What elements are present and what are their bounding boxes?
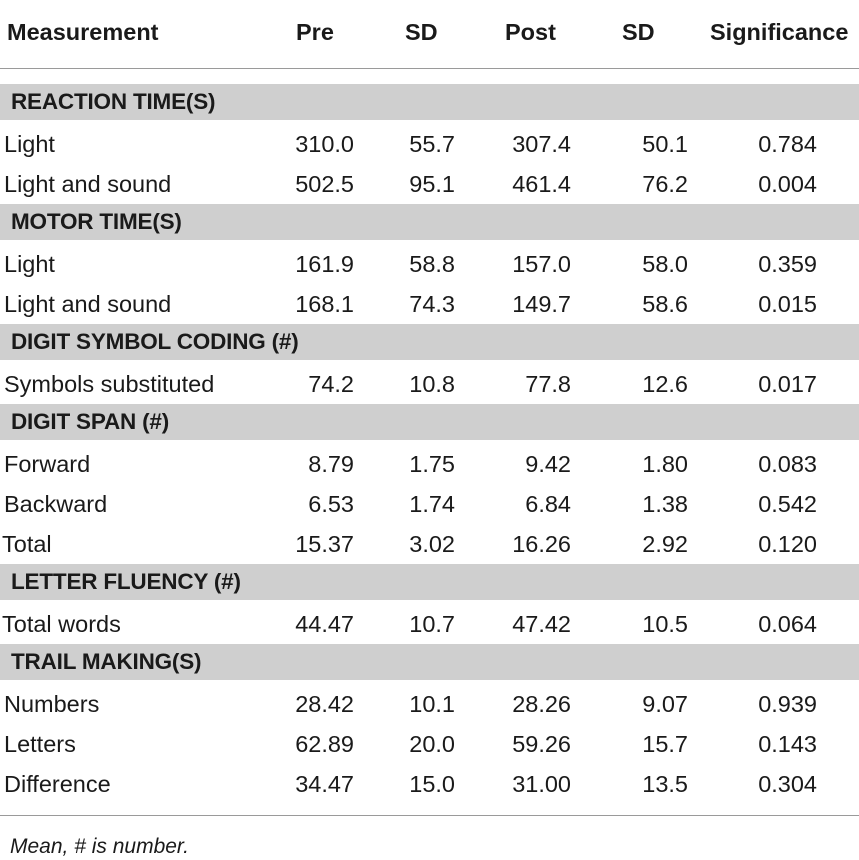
table-cell: 95.1 — [409, 171, 455, 197]
row-label: Forward — [4, 451, 91, 477]
table-cell: 307.4 — [512, 131, 571, 157]
row-label: Total — [2, 531, 52, 557]
section-title: REACTION TIME(S) — [11, 89, 216, 114]
row-label: Light and sound — [4, 171, 172, 197]
section-band — [0, 204, 859, 240]
bottom-rule — [0, 815, 859, 816]
table-cell: 74.3 — [409, 291, 455, 317]
table-cell: 55.7 — [409, 131, 455, 157]
table-cell: 2.92 — [642, 531, 688, 557]
table-cell: 16.26 — [512, 531, 571, 557]
row-label: Light — [4, 251, 55, 277]
table-cell: 9.07 — [642, 691, 688, 717]
table-cell: 3.02 — [409, 531, 455, 557]
table-cell: 28.42 — [295, 691, 354, 717]
header-rule — [0, 68, 859, 69]
row-label: Light — [4, 131, 55, 157]
header-post: Post — [505, 19, 556, 45]
table-cell: 168.1 — [295, 291, 354, 317]
table-cell: 6.84 — [525, 491, 571, 517]
table-cell: 15.0 — [409, 771, 455, 797]
table-cell: 10.5 — [642, 611, 688, 637]
table-cell: 15.7 — [642, 731, 688, 757]
table-cell: 6.53 — [308, 491, 354, 517]
row-label: Numbers — [4, 691, 100, 717]
table-cell: 62.89 — [295, 731, 354, 757]
table-cell: 34.47 — [295, 771, 354, 797]
table-cell: 8.79 — [308, 451, 354, 477]
table-cell: 15.37 — [295, 531, 354, 557]
table-cell: 77.8 — [525, 371, 571, 397]
table-cell: 50.1 — [642, 131, 688, 157]
row-label: Symbols substituted — [4, 371, 215, 397]
table-cell: 58.8 — [409, 251, 455, 277]
table-cell: 47.42 — [512, 611, 571, 637]
table-footnote: Mean, # is number. — [10, 835, 189, 858]
table-cell: 44.47 — [295, 611, 354, 637]
header-measurement: Measurement — [7, 19, 159, 45]
table-cell: 20.0 — [409, 731, 455, 757]
table-cell: 0.359 — [758, 251, 817, 277]
header-pre-sd: SD — [405, 19, 438, 45]
section-title: MOTOR TIME(S) — [11, 209, 182, 234]
table-cell: 9.42 — [525, 451, 571, 477]
table-cell: 0.015 — [758, 291, 817, 317]
table-cell: 0.120 — [758, 531, 817, 557]
table-cell: 161.9 — [295, 251, 354, 277]
table-cell: 0.939 — [758, 691, 817, 717]
table-cell: 157.0 — [512, 251, 571, 277]
table-cell: 149.7 — [512, 291, 571, 317]
table-cell: 461.4 — [512, 171, 571, 197]
table-cell: 58.6 — [642, 291, 688, 317]
table-cell: 0.784 — [758, 131, 817, 157]
table-cell: 10.7 — [409, 611, 455, 637]
row-label: Light and sound — [4, 291, 172, 317]
section-band — [0, 644, 859, 680]
table-cell: 310.0 — [295, 131, 354, 157]
table-cell: 31.00 — [512, 771, 571, 797]
table-cell: 59.26 — [512, 731, 571, 757]
header-significance: Significance — [710, 19, 849, 45]
section-title: LETTER FLUENCY (#) — [11, 569, 241, 594]
row-label: Backward — [4, 491, 108, 517]
row-label: Letters — [4, 731, 76, 757]
section-band — [0, 404, 859, 440]
table-cell: 76.2 — [642, 171, 688, 197]
section-band — [0, 324, 859, 360]
table-header — [0, 0, 859, 66]
row-label: Total words — [2, 611, 121, 637]
table-cell: 0.004 — [758, 171, 817, 197]
table-cell: 1.75 — [409, 451, 455, 477]
section-title: DIGIT SPAN (#) — [11, 409, 170, 434]
table-cell: 1.80 — [642, 451, 688, 477]
table-cell: 74.2 — [308, 371, 354, 397]
table-cell: 1.74 — [409, 491, 455, 517]
table-cell: 10.1 — [409, 691, 455, 717]
section-title: DIGIT SYMBOL CODING (#) — [11, 329, 299, 354]
table-cell: 0.304 — [758, 771, 817, 797]
table-cell: 0.542 — [758, 491, 817, 517]
section-band — [0, 84, 859, 120]
section-title: TRAIL MAKING(S) — [11, 649, 202, 674]
header-pre: Pre — [296, 19, 334, 45]
row-label: Difference — [4, 771, 111, 797]
table-cell: 13.5 — [642, 771, 688, 797]
table-cell: 502.5 — [295, 171, 354, 197]
table-cell: 1.38 — [642, 491, 688, 517]
header-post-sd: SD — [622, 19, 655, 45]
table-cell: 28.26 — [512, 691, 571, 717]
table-cell: 0.064 — [758, 611, 817, 637]
table-cell: 10.8 — [409, 371, 455, 397]
table-cell: 0.143 — [758, 731, 817, 757]
table-cell: 0.083 — [758, 451, 817, 477]
table-cell: 58.0 — [642, 251, 688, 277]
table-cell: 12.6 — [642, 371, 688, 397]
section-band — [0, 564, 859, 600]
table-cell: 0.017 — [758, 371, 817, 397]
